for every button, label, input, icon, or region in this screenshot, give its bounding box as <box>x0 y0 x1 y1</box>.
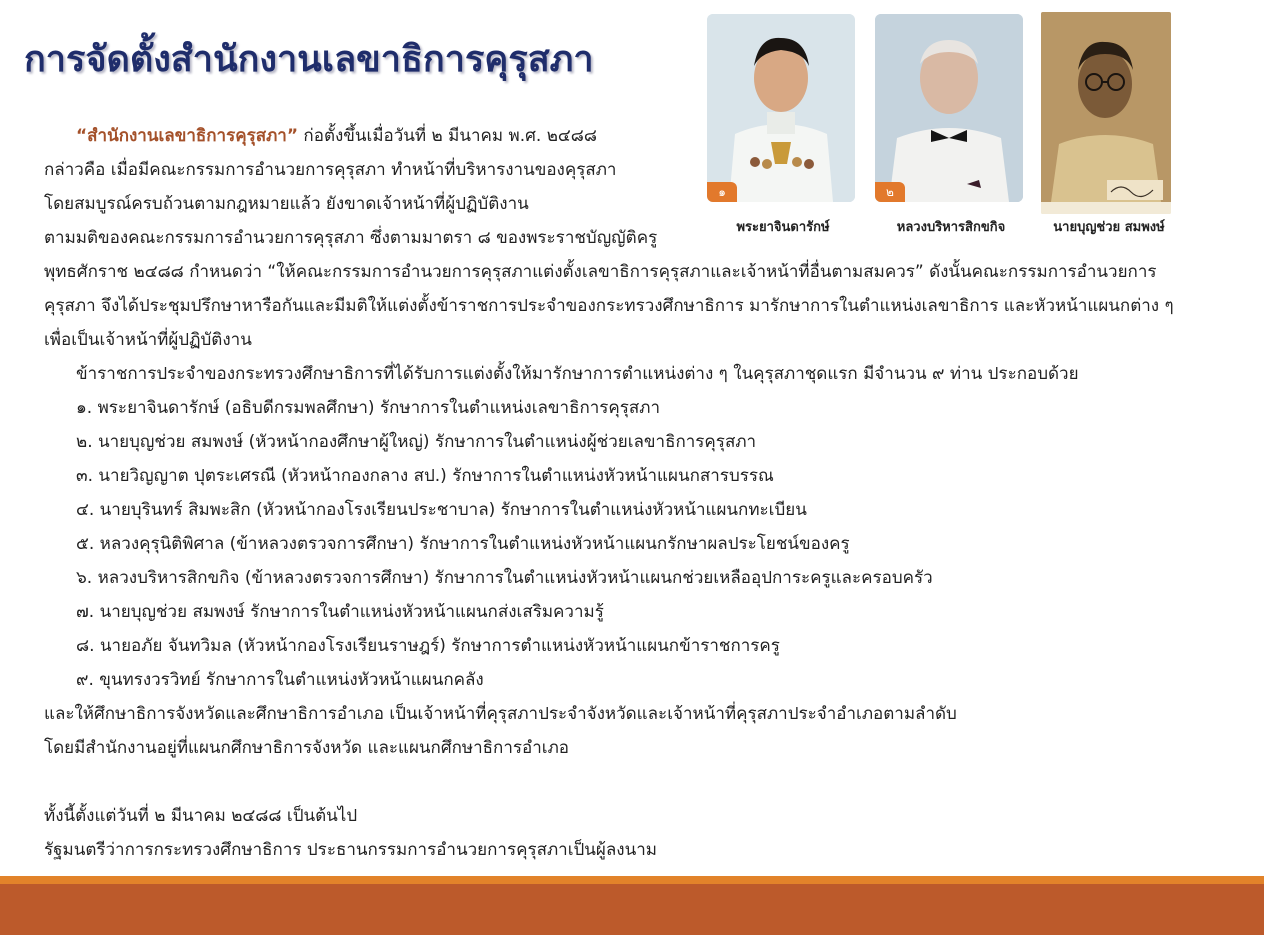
member-item: ๘. นายอภัย จันทวิมล (หัวหน้ากองโรงเรียนราษฎร์) รักษาการตำแหน่งหัวหน้าแผนกข้าราชการครู <box>76 636 780 656</box>
intro-line-7: เพื่อเป็นเจ้าหน้าที่ผู้ปฏิบัติงาน <box>44 330 252 350</box>
intro-line-5: พุทธศักราช ๒๔๘๘ กำหนดว่า “ให้คณะกรรมการอำนวยการคุรุสภาแต่งตั้งเลขาธิการคุรุสภาและเจ้าหน้าที่อื่นตามสมควร” ดังนั้นคณะกรรมการอำนวยการ <box>44 262 1157 282</box>
page-title: การจัดตั้งสำนักงานเลขาธิการคุรุสภา <box>24 39 594 80</box>
intro-line-1 <box>76 122 597 149</box>
intro-line-4: ตามมติของคณะกรรมการอำนวยการคุรุสภา ซึ่งตามมาตรา ๘ ของพระราชบัญญัติครู <box>44 228 658 248</box>
portrait-caption-1: พระยาจินดารักษ์ <box>736 220 830 235</box>
intro-line-2: กล่าวคือ เมื่อมีคณะกรรมการอำนวยการคุรุสภา ทำหน้าที่บริหารงานของคุรุสภา <box>44 160 617 180</box>
portrait-gallery <box>705 12 1175 242</box>
portrait-photo-1 <box>707 14 855 202</box>
member-item: ๓. นายวิญญาต ปุตระเศรณี (หัวหน้ากองกลาง สป.) รักษาการในตำแหน่งหัวหน้าแผนกสารบรรณ <box>76 466 774 486</box>
member-item: ๗. นายบุญช่วย สมพงษ์ รักษาการในตำแหน่งหัวหน้าแผนกส่งเสริมความรู้ <box>76 602 604 622</box>
member-item: ๖. หลวงบริหารสิกขกิจ (ข้าหลวงตรวจการศึกษา) รักษาการในตำแหน่งหัวหน้าแผนกช่วยเหลืออุปการะครูและครอบครัว <box>76 568 933 588</box>
member-item: ๙. ขุนทรงวรวิทย์ รักษาการในตำแหน่งหัวหน้าแผนกคลัง <box>76 670 484 690</box>
footer-bar <box>0 884 1264 935</box>
intro-line-1-rest: ก่อตั้งขึ้นเมื่อวันที่ ๒ มีนาคม พ.ศ. ๒๔๘๘ <box>298 126 598 146</box>
closing-line-2: โดยมีสำนักงานอยู่ที่แผนกศึกษาธิการจังหวัด และแผนกศึกษาธิการอำเภอ <box>44 738 569 758</box>
member-item: ๔. นายบุรินทร์ สิมพะสิก (หัวหน้ากองโรงเรียนประชาบาล) รักษาการในตำแหน่งหัวหน้าแผนกทะเบียน <box>76 500 807 520</box>
portrait-caption-2: หลวงบริหารสิกขกิจ <box>896 220 1006 235</box>
members-intro: ข้าราชการประจำของกระทรวงศึกษาธิการที่ได้รับการแต่งตั้งให้มารักษาการตำแหน่งต่าง ๆ ในคุรุสภาชุดแรก มีจำนวน ๙ ท่าน ประกอบด้วย <box>76 364 1079 384</box>
organization-name-quote: “สำนักงานเลขาธิการคุรุสภา” <box>76 126 299 146</box>
signatory-line: รัฐมนตรีว่าการกระทรวงศึกษาธิการ ประธานกรรมการอำนวยการคุรุสภาเป็นผู้ลงนาม <box>44 840 657 860</box>
portrait-number-2: ๒ <box>875 182 905 202</box>
portrait-illustration-2 <box>875 14 1023 202</box>
effective-date-line: ทั้งนี้ตั้งแต่วันที่ ๒ มีนาคม ๒๔๘๘ เป็นต้นไป <box>44 806 358 826</box>
closing-line-1: และให้ศึกษาธิการจังหวัดและศึกษาธิการอำเภอ เป็นเจ้าหน้าที่คุรุสภาประจำจังหวัดและเจ้าหน้าที่คุรุสภาประจำอำเภอตามลำดับ <box>44 704 957 724</box>
intro-line-6: คุรุสภา จึงได้ประชุมปรึกษาหารือกันและมีมติให้แต่งตั้งข้าราชการประจำของกระทรวงศึกษาธิการ มารักษาการในตำแหน่งเลขาธิการ และหัวหน้าแผนกต่าง ๆ <box>44 296 1174 316</box>
portrait-photo-3 <box>1041 12 1171 214</box>
member-item: ๑. พระยาจินดารักษ์ (อธิบดีกรมพลศึกษา) รักษาการในตำแหน่งเลขาธิการคุรุสภา <box>76 398 661 418</box>
portrait-photo-2 <box>875 14 1023 202</box>
intro-line-3: โดยสมบูรณ์ครบถ้วนตามกฎหมายแล้ว ยังขาดเจ้าหน้าที่ผู้ปฏิบัติงาน <box>44 194 529 214</box>
portrait-number-1: ๑ <box>707 182 737 202</box>
member-item: ๕. หลวงคุรุนิติพิศาล (ข้าหลวงตรวจการศึกษา) รักษาการในตำแหน่งหัวหน้าแผนกรักษาผลประโยชน์ของครู <box>76 534 850 554</box>
footer-stripe <box>0 876 1264 884</box>
portrait-caption-3: นายบุญช่วย สมพงษ์ <box>1053 220 1165 235</box>
portrait-illustration-1 <box>707 14 855 202</box>
portrait-illustration-3 <box>1041 12 1171 214</box>
member-item: ๒. นายบุญช่วย สมพงษ์ (หัวหน้ากองศึกษาผู้ใหญ่) รักษาการในตำแหน่งผู้ช่วยเลขาธิการคุรุสภา <box>76 432 757 452</box>
